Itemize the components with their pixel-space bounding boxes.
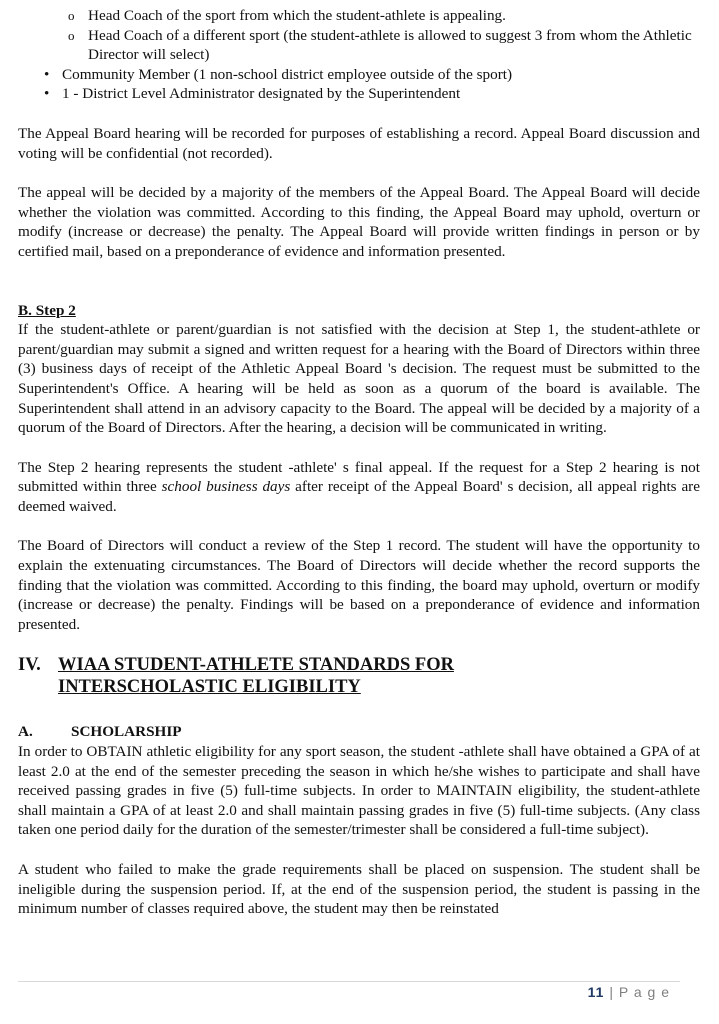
list-item: • Community Member (1 non-school district employee outside of the sport) [44, 65, 513, 83]
subsection-title: SCHOLARSHIP [71, 723, 182, 741]
subsection-heading [18, 722, 700, 742]
step2-paragraph: If the student-athlete or parent/guardian is not satisfied with the decision at Step 1, the student-athlete or parent/guardian may submit a signed and written request for a hearing with the Board of Directors within three (3) business days of receipt of the Athletic Appeal Board 's decision. The request must be submitted to the Superintendent's Office. A hearing will be held as soon as a quorum of the board is available. The Superintendent shall attend in an advisory capacity to the Board. The appeal will be decided by a majority of a quorum of the Board of Directors. After the hearing, a decision will be communicated in writing. [18, 321, 700, 437]
coach-sub-list [18, 6, 700, 65]
section-heading [18, 654, 700, 676]
page-label: P a g e [618, 984, 670, 1000]
step2-heading: B. Step 2 [18, 301, 76, 319]
page-number: 11 [587, 984, 605, 1000]
document-page [18, 0, 700, 919]
decision-paragraph: The appeal will be decided by a majority of the members of the Appeal Board. The Appeal Board will decide whether the violation was committed. According to this finding, the Appeal Board may uphold, overturn or modify (increase or decrease) the penalty. The Appeal Board will provide written findings in person or by certified mail, based on a preponderance of evidence and information presented. [18, 184, 700, 260]
recording-paragraph: The Appeal Board hearing will be recorded for purposes of establishing a record. Appeal Board discussion and voting will be confidential (not recorded). [18, 124, 700, 162]
section-title-line1: WIAA STUDENT-ATHLETE STANDARDS FOR [58, 655, 454, 676]
page-footer [18, 981, 680, 1000]
member-list [18, 65, 700, 104]
final-appeal-paragraph: The Step 2 hearing represents the student -athlete' s final appeal. If the request for a Step 2 hearing is not submitted within three school business days after receipt of the Appeal Board' s decision, all appeal rights are deemed waived. [18, 458, 700, 515]
subsection-letter: A. [18, 723, 33, 741]
section-title-line2: INTERSCHOLASTIC ELIGIBILITY [58, 677, 361, 698]
review-paragraph: The Board of Directors will conduct a review of the Step 1 record. The student will have the opportunity to explain the extenuating circumstances. The Board of Directors will decide whether the record supports the finding that the violation was committed. According to this finding, the board may uphold, overturn or modify (increase or decrease) the penalty. Findings will be based on a preponderance of evidence and information presented. [18, 537, 700, 633]
circle-bullet-icon: o [68, 8, 75, 23]
bullet-icon: • [44, 85, 50, 103]
section-number: IV. [18, 655, 41, 676]
list-item: • 1 - District Level Administrator designated by the Superintendent [44, 85, 461, 103]
page-indicator [588, 984, 670, 1000]
list-item: o Head Coach of a different sport (the student-athlete is allowed to suggest 3 from whom the Athletic Director will select) [68, 26, 692, 64]
circle-bullet-icon: o [68, 27, 75, 43]
scholarship-paragraph: In order to OBTAIN athletic eligibility for any sport season, the student -athlete shall have obtained a GPA of at least 2.0 at the end of the semester preceding the season in which he/she wishes to participate and shall have received passing grades in five (5) full-time subjects. In order to MAINTAIN eligibility, the student-athlete shall maintain a GPA of at least 2.0 and shall maintain passing grades in five (5) full-time subjects. (Any class taken one period daily for the duration of the semester/trimester shall be considered a full-time subject). [18, 743, 700, 839]
bullet-icon: • [44, 65, 50, 83]
list-item: o Head Coach of the sport from which the student-athlete is appealing. [68, 7, 506, 24]
page-separator: | [609, 984, 614, 1000]
suspension-paragraph: A student who failed to make the grade requirements shall be placed on suspension. The student shall be ineligible during the suspension period. If, at the end of the suspension period, the student is passing in the minimum number of classes required above, the student may then be reinstated [18, 861, 700, 918]
